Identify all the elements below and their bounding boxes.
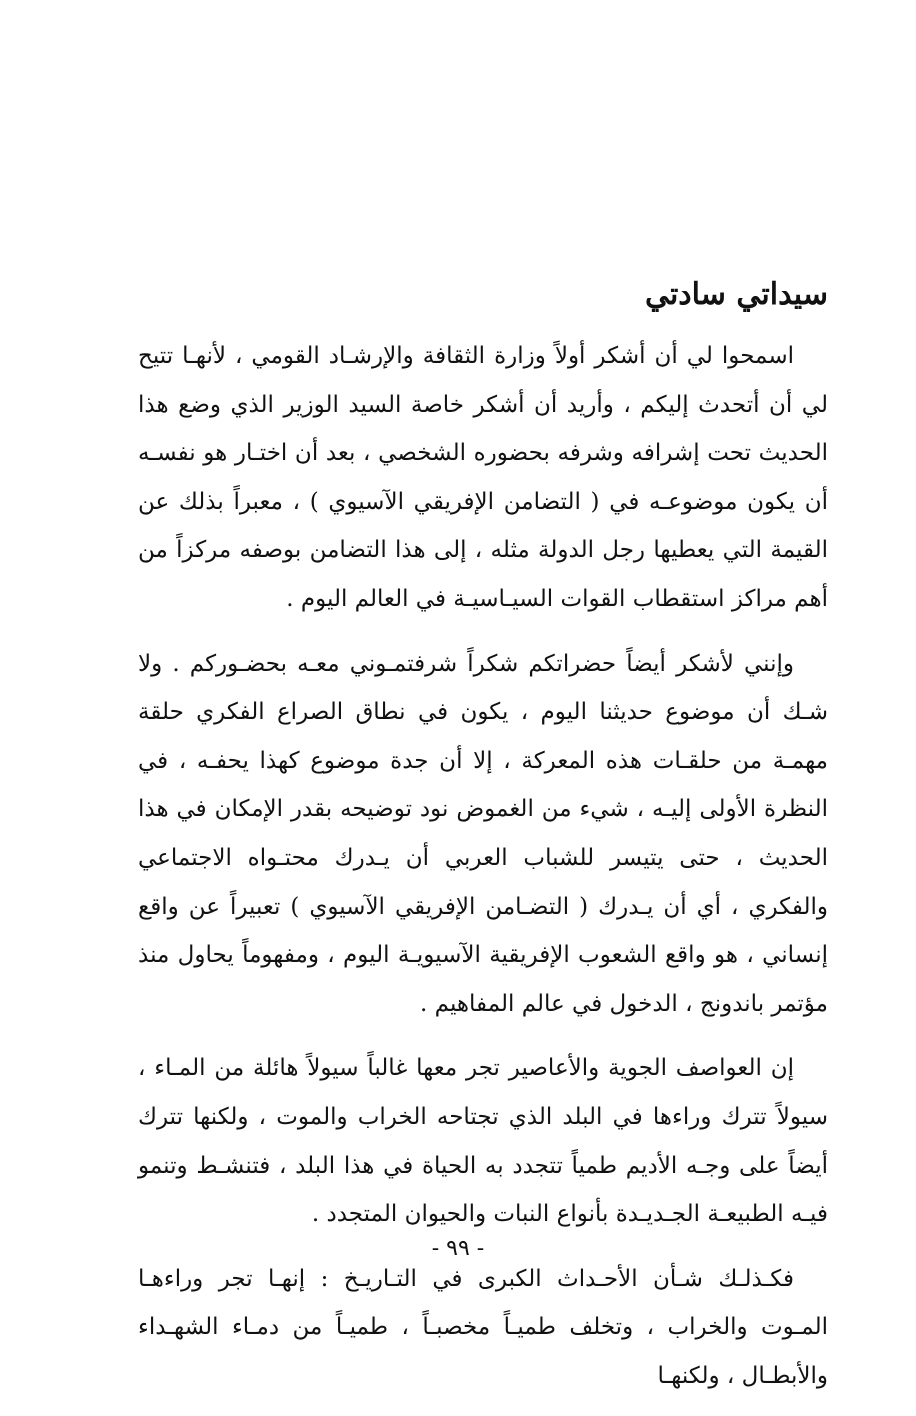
page-number: - ٩٩ -	[431, 1236, 485, 1261]
paragraph-4: فكـذلـك شـأن الأحـداث الكبرى في التـاريـخ : إنهـا تجر وراءهـا المـوت والخراب ، وتخلف طميـاً مخصبـاً ، طميـاً من دمـاء الشهـداء والأبطـال ، ولكنهـا	[138, 1265, 828, 1389]
paragraph-2: وإنني لأشكر أيضاً حضراتكم شكراً شرفتمـوني معـه بحضـوركم . ولا شـك أن موضوع حديثنا اليوم ، يكون في نطاق الصراع الفكري حلقة مهمـة من حلقـات هذه المعركة ، إلا أن جدة موضوع كهذا يحفـه ، في النظرة الأولى إليـه ، شيء من الغموض نود توضيحه بقدر الإمكان في هذا الحديث ، حتى يتيسر للشباب العربي أن يـدرك محتـواه الاجتماعي والفكري ، أي أن يـدرك ( التضـامن الإفريقي الآسيوي ) تعبيراً عن واقع إنساني ، هو واقع الشعوب الإفريقية الآسيويـة اليوم ، ومفهوماً يحاول منذ مؤتمر باندونج ، الدخول في عالم المفاهيم .	[138, 650, 828, 1017]
paragraph-1: اسمحوا لي أن أشكر أولاً وزارة الثقافة والإرشـاد القومي ، لأنهـا تتيح لي أن أتحدث إليكم ، وأريد أن أشكر خاصة السيد الوزير الذي وضع هذا الحديث تحت إشرافه وشرفه بحضوره الشخصي ، بعد أن اختـار هو نفسـه أن يكون موضوعـه في ( التضامن الإفريقي الآسيوي ) ، معبراً بذلك عن القيمة التي يعطيها رجل الدولة مثله ، إلى هذا التضامن بوصفه مركزاً من أهم مراكز استقطاب القوات السيـاسيـة في العالم اليوم .	[138, 343, 828, 612]
paragraph-3: إن العواصف الجوية والأعاصير تجر معها غالباً سيولاً هائلة من المـاء ، سيولاً تترك وراءها في البلد الذي تجتاحه الخراب والموت ، ولكنها تترك أيضاً على وجـه الأديم طمياً تتجدد به الحياة في هذا البلد ، فتنشـط وتنمو فيـه الطبيعـة الجـديـدة بأنواع النبات والحيوان المتجدد .	[138, 1055, 828, 1228]
section-heading: سيداتي سادتي	[644, 277, 828, 312]
